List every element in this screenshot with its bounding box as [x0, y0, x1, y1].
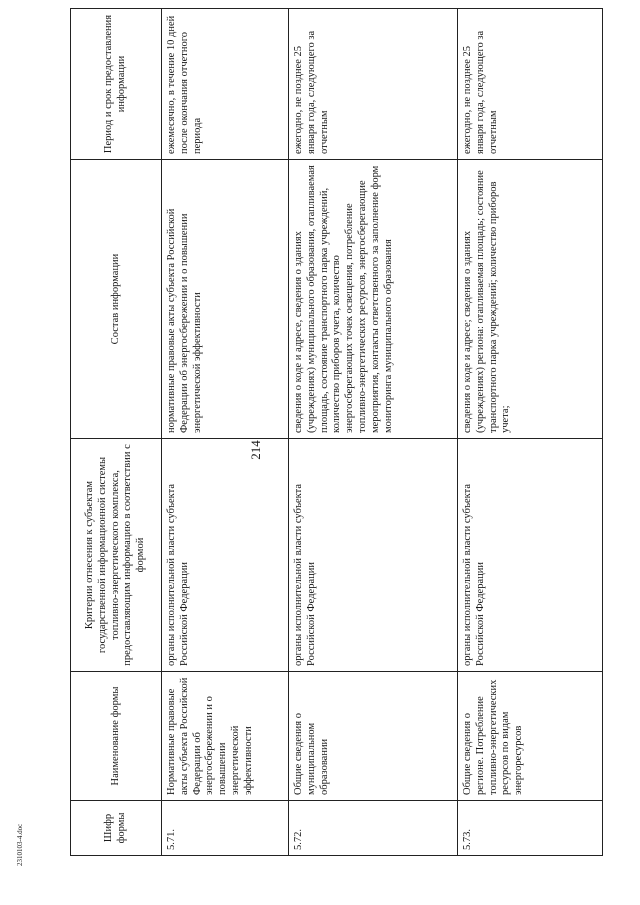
regulation-table [70, 8, 603, 856]
cell-name: Нормативные правовые акты субъекта Российской Федерации об энергосбережении и о повышении энергетической эффективности [162, 672, 289, 801]
cell-criteria: органы исполнительной власти субъекта Российской Федерации [458, 439, 603, 672]
header-name: Наименование формы [71, 672, 162, 801]
table-row [162, 9, 289, 856]
cell-composition: нормативные правовые акты субъекта Российской Федерации об энергосбережении и о повышении энергетической эффективности [162, 160, 289, 439]
header-code: Шифр формы [71, 801, 162, 856]
cell-composition: сведения о коде и адресе; сведения о зданиях (учреждениях) региона: отапливаемая площадь; состояние транспортного парка учреждений; количество приборов учета; [458, 160, 603, 439]
cell-period: ежемесячно, в течение 10 дней после окончания отчетного периода [162, 9, 289, 160]
document-file-code: 2310103-4.doc [16, 823, 24, 866]
cell-code: 5.72. [289, 801, 458, 856]
header-criteria: Критерии отнесения к субъектам государственной информационной системы топливно-энергетического комплекса, предоставляющим информацию в соответствии с формой [71, 439, 162, 672]
table-row [289, 9, 458, 856]
cell-name: Общие сведения о регионе. Потребление топливно-энергетических ресурсов по видам энергоресурсов [458, 672, 603, 801]
page-number: 214 [248, 440, 263, 460]
regulation-table-container [70, 14, 560, 856]
table-header-row [71, 9, 162, 856]
table-row [458, 9, 603, 856]
cell-period: ежегодно, не позднее 25 января года, следующего за отчетным [289, 9, 458, 160]
cell-composition: сведения о коде и адресе, сведения о зданиях (учреждениях) муниципального образования, отапливаемая площадь, состояние транспортного парка учреждений, количество приборов учета, количество энергосберегающих точек освещения, потребление топливно-энергетических ресурсов, энергосберегающие мероприятия, контакты ответственного за заполнение форм мониторинга муниципального образования [289, 160, 458, 439]
cell-code: 5.71. [162, 801, 289, 856]
header-period: Период и срок предоставления информации [71, 9, 162, 160]
cell-criteria: органы исполнительной власти субъекта Российской Федерации [162, 439, 289, 672]
header-composition: Состав информации [71, 160, 162, 439]
cell-name: Общие сведения о муниципальном образовании [289, 672, 458, 801]
cell-criteria: органы исполнительной власти субъекта Российской Федерации [289, 439, 458, 672]
cell-code: 5.73. [458, 801, 603, 856]
cell-period: ежегодно, не позднее 25 января года, следующего за отчетным [458, 9, 603, 160]
